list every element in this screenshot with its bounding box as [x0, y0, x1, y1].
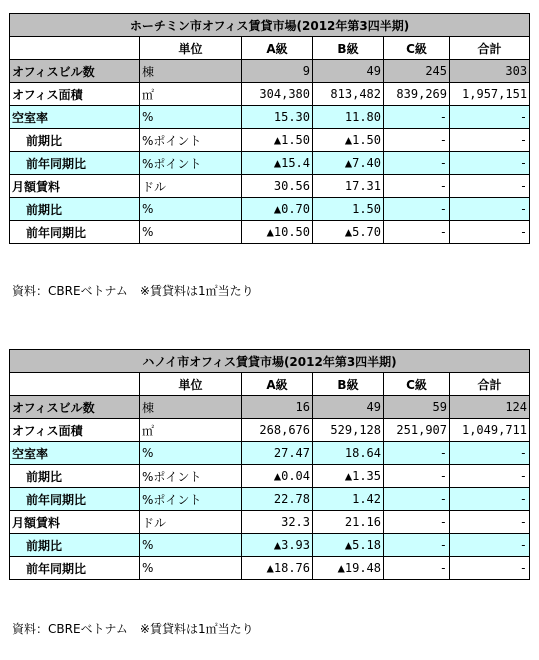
cell-total: 1,957,151 — [450, 83, 530, 106]
header-row — [10, 37, 530, 60]
table-title: ホーチミン市オフィス賃貸市場(2012年第3四半期) — [10, 14, 530, 37]
cell-total: - — [450, 175, 530, 198]
table-row — [10, 221, 530, 244]
row-label: 空室率 — [10, 106, 140, 129]
hcm-office-table — [9, 13, 530, 244]
header-total: 合計 — [450, 373, 530, 396]
title-row — [10, 14, 530, 37]
row-label: 前年同期比 — [10, 557, 140, 580]
cell-grade-c: 251,907 — [384, 419, 450, 442]
hanoi-table-block — [9, 349, 529, 580]
header-grade-b: B級 — [313, 373, 384, 396]
table-row — [10, 419, 530, 442]
header-blank — [10, 37, 140, 60]
cell-grade-b: ▲5.18 — [313, 534, 384, 557]
cell-total: - — [450, 511, 530, 534]
table-row — [10, 511, 530, 534]
row-unit: %ポイント — [140, 465, 242, 488]
cell-grade-a: 16 — [242, 396, 313, 419]
cell-grade-a: ▲0.04 — [242, 465, 313, 488]
cell-total: - — [450, 488, 530, 511]
cell-grade-a: ▲18.76 — [242, 557, 313, 580]
cell-grade-c: - — [384, 175, 450, 198]
table-row — [10, 175, 530, 198]
cell-grade-a: 27.47 — [242, 442, 313, 465]
cell-grade-a: ▲15.4 — [242, 152, 313, 175]
cell-grade-b: 1.50 — [313, 198, 384, 221]
table-row — [10, 60, 530, 83]
cell-grade-c: - — [384, 152, 450, 175]
row-label: オフィスビル数 — [10, 396, 140, 419]
row-label: 前年同期比 — [10, 221, 140, 244]
cell-grade-c: - — [384, 465, 450, 488]
title-row — [10, 350, 530, 373]
row-unit: % — [140, 557, 242, 580]
row-unit: % — [140, 534, 242, 557]
cell-grade-a: ▲3.93 — [242, 534, 313, 557]
header-grade-a: A級 — [242, 373, 313, 396]
header-unit: 単位 — [140, 37, 242, 60]
cell-grade-a: ▲10.50 — [242, 221, 313, 244]
row-unit: % — [140, 442, 242, 465]
row-label: 前年同期比 — [10, 152, 140, 175]
hanoi-office-table — [9, 349, 530, 580]
cell-grade-b: ▲1.35 — [313, 465, 384, 488]
hcm-source-note: 資料：CBREベトナム ※賃貸料は1㎡当たり — [12, 284, 254, 298]
cell-total: - — [450, 557, 530, 580]
cell-grade-b: ▲7.40 — [313, 152, 384, 175]
cell-grade-b: ▲1.50 — [313, 129, 384, 152]
cell-grade-c: - — [384, 557, 450, 580]
row-unit: ドル — [140, 175, 242, 198]
table-title: ハノイ市オフィス賃貸市場(2012年第3四半期) — [10, 350, 530, 373]
cell-grade-b: 21.16 — [313, 511, 384, 534]
cell-grade-c: - — [384, 198, 450, 221]
cell-grade-b: 1.42 — [313, 488, 384, 511]
cell-total: - — [450, 534, 530, 557]
cell-grade-b: 49 — [313, 396, 384, 419]
cell-total: 303 — [450, 60, 530, 83]
header-blank — [10, 373, 140, 396]
table-row — [10, 442, 530, 465]
cell-grade-a: 9 — [242, 60, 313, 83]
cell-grade-b: ▲19.48 — [313, 557, 384, 580]
row-label: オフィス面積 — [10, 419, 140, 442]
cell-grade-a: 30.56 — [242, 175, 313, 198]
header-grade-c: C級 — [384, 373, 450, 396]
row-unit: % — [140, 221, 242, 244]
row-unit: %ポイント — [140, 488, 242, 511]
cell-total: - — [450, 198, 530, 221]
row-unit: 棟 — [140, 60, 242, 83]
cell-total: - — [450, 221, 530, 244]
header-total: 合計 — [450, 37, 530, 60]
cell-total: 124 — [450, 396, 530, 419]
cell-total: - — [450, 106, 530, 129]
table-row — [10, 152, 530, 175]
cell-grade-a: 268,676 — [242, 419, 313, 442]
row-unit: ドル — [140, 511, 242, 534]
cell-grade-b: 11.80 — [313, 106, 384, 129]
cell-grade-c: - — [384, 534, 450, 557]
header-row — [10, 373, 530, 396]
row-unit: %ポイント — [140, 152, 242, 175]
row-label: 前期比 — [10, 129, 140, 152]
table-row — [10, 83, 530, 106]
header-grade-b: B級 — [313, 37, 384, 60]
cell-grade-b: 529,128 — [313, 419, 384, 442]
row-label: 前年同期比 — [10, 488, 140, 511]
cell-grade-a: 304,380 — [242, 83, 313, 106]
cell-total: 1,049,711 — [450, 419, 530, 442]
cell-total: - — [450, 152, 530, 175]
cell-grade-c: - — [384, 129, 450, 152]
row-label: 前期比 — [10, 534, 140, 557]
table-row — [10, 557, 530, 580]
cell-grade-c: 59 — [384, 396, 450, 419]
row-label: 前期比 — [10, 465, 140, 488]
table-row — [10, 129, 530, 152]
table-row — [10, 534, 530, 557]
cell-total: - — [450, 129, 530, 152]
cell-grade-c: - — [384, 106, 450, 129]
header-grade-c: C級 — [384, 37, 450, 60]
table-row — [10, 198, 530, 221]
cell-grade-b: 813,482 — [313, 83, 384, 106]
cell-grade-a: 32.3 — [242, 511, 313, 534]
table-row — [10, 106, 530, 129]
table-row — [10, 488, 530, 511]
cell-grade-c: 839,269 — [384, 83, 450, 106]
row-label: 月額賃料 — [10, 511, 140, 534]
cell-total: - — [450, 442, 530, 465]
cell-grade-c: - — [384, 221, 450, 244]
row-label: 月額賃料 — [10, 175, 140, 198]
cell-grade-a: ▲0.70 — [242, 198, 313, 221]
row-unit: % — [140, 198, 242, 221]
hcm-table-block — [9, 13, 529, 244]
row-label: オフィスビル数 — [10, 60, 140, 83]
table-row — [10, 396, 530, 419]
cell-grade-b: 17.31 — [313, 175, 384, 198]
cell-grade-b: 18.64 — [313, 442, 384, 465]
row-label: 前期比 — [10, 198, 140, 221]
row-label: 空室率 — [10, 442, 140, 465]
cell-grade-c: - — [384, 488, 450, 511]
cell-grade-c: 245 — [384, 60, 450, 83]
cell-grade-a: 22.78 — [242, 488, 313, 511]
cell-grade-b: ▲5.70 — [313, 221, 384, 244]
cell-grade-a: ▲1.50 — [242, 129, 313, 152]
header-grade-a: A級 — [242, 37, 313, 60]
row-unit: % — [140, 106, 242, 129]
row-unit: ㎡ — [140, 419, 242, 442]
row-unit: %ポイント — [140, 129, 242, 152]
hanoi-source-note: 資料：CBREベトナム ※賃貸料は1㎡当たり — [12, 622, 254, 636]
table-row — [10, 465, 530, 488]
header-unit: 単位 — [140, 373, 242, 396]
cell-grade-a: 15.30 — [242, 106, 313, 129]
row-unit: 棟 — [140, 396, 242, 419]
row-label: オフィス面積 — [10, 83, 140, 106]
row-unit: ㎡ — [140, 83, 242, 106]
cell-total: - — [450, 465, 530, 488]
cell-grade-b: 49 — [313, 60, 384, 83]
cell-grade-c: - — [384, 442, 450, 465]
cell-grade-c: - — [384, 511, 450, 534]
